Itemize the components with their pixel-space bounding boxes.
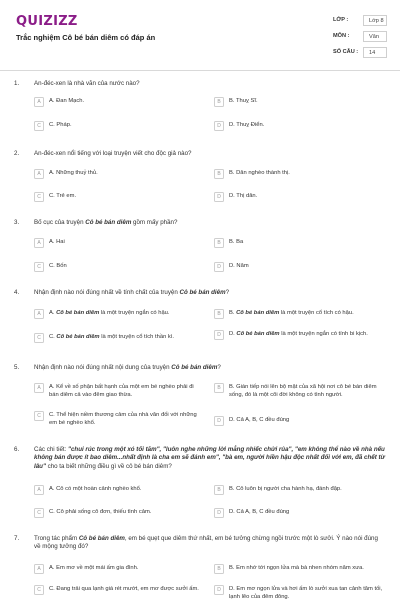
option-b[interactable]: [214, 97, 386, 107]
option-a[interactable]: [34, 383, 204, 399]
meta-value: 14: [363, 47, 387, 58]
option-text: A. Những thuỷ thủ.: [49, 170, 98, 176]
option-d[interactable]: [214, 416, 386, 426]
option-letter-box: A: [34, 383, 44, 393]
question-text-part: , em bé quẹt que diêm thứ nhất, em bé tưởng chừng ngồi trước một lò sưởi. Ý nào nói đúng về mộng tưởng đó?: [34, 535, 378, 551]
option-text: D. Thuỵ Điển.: [229, 122, 265, 128]
option-text: B. Thuỵ Sĩ.: [229, 98, 258, 104]
question-number: 3.: [14, 219, 20, 226]
question-text-emphasis: Cô bé bán diêm: [171, 364, 218, 371]
option-c[interactable]: [34, 508, 204, 518]
option-text: C. Bốn: [49, 263, 67, 269]
option-letter-box: B: [214, 309, 224, 319]
option-d[interactable]: [214, 508, 386, 518]
option-letter-box: C: [34, 411, 44, 421]
question-number: 6.: [14, 446, 20, 453]
option-text: A. Cô có một hoàn cảnh nghèo khổ.: [49, 486, 142, 492]
question-text: [34, 535, 386, 552]
question-text-part: Trong tác phẩm: [34, 535, 79, 542]
option-c[interactable]: [34, 192, 204, 202]
option-text: B. Em nhớ tới ngọn lửa mà bà nhen nhóm năm xưa.: [229, 565, 364, 571]
option-letter-box: C: [34, 585, 44, 595]
worksheet-meta: [333, 12, 387, 60]
option-text: B. Gián tiếp nói lên bộ mặt của xã hội nơi cô bé bán diêm sống, đó là một cõi đời không có tình người.: [229, 384, 377, 398]
option-letter-box: A: [34, 309, 44, 319]
option-a[interactable]: [34, 485, 204, 495]
option-rest: là một truyện ngắn có tính bi kịch.: [279, 331, 368, 337]
meta-row-count: [333, 44, 387, 60]
option-text: C. Pháp.: [49, 122, 72, 128]
option-emphasis: Cô bé bán diêm: [236, 310, 280, 316]
question-text: [34, 446, 386, 471]
option-d[interactable]: [214, 121, 386, 131]
option-c[interactable]: [34, 585, 204, 595]
option-text: D. Thị dân.: [229, 193, 258, 199]
option-d[interactable]: [214, 585, 386, 600]
question-text-part: Nhận định nào nói đúng nhất nội dung của truyện: [34, 364, 172, 371]
option-prefix: B.: [229, 310, 237, 316]
question-text-part: ?: [225, 289, 230, 296]
option-text: A. Kể về số phận bất hạnh của một em bé nghèo phải đi bán diêm cả vào đêm giao thừa.: [49, 384, 194, 398]
option-text: [229, 330, 368, 339]
question-number: 5.: [14, 364, 20, 371]
question-text: [34, 364, 386, 372]
option-letter-box: C: [34, 333, 44, 343]
option-c[interactable]: [34, 333, 204, 343]
option-b[interactable]: [214, 485, 386, 495]
option-letter-box: D: [214, 330, 224, 340]
option-text: B. Dân nghèo thành thị.: [229, 170, 290, 176]
option-emphasis: Cô bé bán diêm: [236, 331, 280, 337]
option-d[interactable]: [214, 262, 386, 272]
option-b[interactable]: [214, 383, 386, 399]
option-prefix: A.: [49, 310, 57, 316]
meta-label: SỐ CÂU :: [333, 49, 359, 55]
question-text-part: Nhận định nào nói đúng nhất về tính chất của truyện: [34, 289, 180, 296]
meta-row-class: [333, 12, 387, 28]
option-text: D. Em mơ ngọn lửa và hơi ấm lò sưởi xua tan cảnh tăm tối, lạnh lẽo của đêm đông.: [229, 586, 383, 600]
question-number: 4.: [14, 289, 20, 296]
option-text: C. Trẻ em.: [49, 193, 77, 199]
option-b[interactable]: [214, 238, 386, 248]
option-c[interactable]: [34, 121, 204, 131]
option-letter-box: A: [34, 564, 44, 574]
option-text: D. Năm: [229, 263, 249, 269]
option-text: [49, 309, 170, 318]
option-b[interactable]: [214, 564, 386, 574]
option-b[interactable]: [214, 169, 386, 179]
option-letter-box: C: [34, 121, 44, 131]
question-text-emphasis: Cô bé bán diêm: [85, 219, 132, 226]
option-letter-box: A: [34, 485, 44, 495]
option-letter-box: D: [214, 585, 224, 595]
question-text-emphasis: Cô bé bán diêm: [78, 535, 125, 542]
option-letter-box: A: [34, 97, 44, 107]
question-text-emphasis: Cô bé bán diêm: [179, 289, 226, 296]
option-letter-box: D: [214, 262, 224, 272]
option-text: [229, 309, 354, 318]
option-text: A. Hai: [49, 239, 65, 245]
option-text: C. Thể hiện niềm thương cảm của nhà văn đối với những em bé nghèo khổ.: [49, 412, 197, 426]
option-rest: là một truyện ngắn có hậu.: [99, 310, 170, 316]
header-divider: [0, 70, 400, 71]
question-number: 2.: [14, 150, 20, 157]
question-text-part: ?: [217, 364, 221, 371]
meta-label: LỚP :: [333, 17, 349, 23]
question-number: 1.: [14, 80, 20, 87]
question-text: An-đéc-xen nổi tiếng với loại truyện viết cho độc giả nào?: [34, 150, 192, 157]
question-number: 7.: [14, 535, 20, 542]
question-text: [34, 219, 386, 227]
option-text: B. Ba: [229, 239, 244, 245]
option-emphasis: Cô bé bán diêm: [56, 310, 100, 316]
option-d[interactable]: [214, 192, 386, 202]
option-letter-box: B: [214, 564, 224, 574]
option-letter-box: C: [34, 192, 44, 202]
option-letter-box: B: [214, 97, 224, 107]
question-text: [34, 289, 386, 297]
meta-row-subject: [333, 28, 387, 44]
option-a[interactable]: [34, 238, 204, 248]
meta-value: Văn: [363, 31, 387, 42]
option-b[interactable]: [214, 309, 386, 319]
option-c[interactable]: [34, 262, 204, 272]
option-letter-box: C: [34, 262, 44, 272]
option-letter-box: A: [34, 238, 44, 248]
option-a[interactable]: [34, 97, 204, 107]
option-text: [49, 333, 174, 342]
option-letter-box: A: [34, 169, 44, 179]
option-c[interactable]: [34, 411, 204, 427]
question-text-part: cho ta biết những điều gì về cô bé bán diêm?: [45, 462, 172, 470]
question-text-part: Bố cục của truyện: [34, 219, 86, 226]
option-d[interactable]: [214, 330, 386, 340]
option-emphasis: Cô bé bán diêm: [56, 334, 100, 340]
meta-label: MÔN :: [333, 33, 350, 39]
option-text: A. Em mơ về một mái ấm gia đình.: [49, 565, 139, 571]
option-letter-box: D: [214, 192, 224, 202]
option-a[interactable]: [34, 309, 204, 319]
option-text: D. Cả A, B, C đều đúng: [229, 509, 290, 515]
quizizz-logo: QUIZIZZ: [16, 14, 78, 29]
option-a[interactable]: [34, 169, 204, 179]
option-text: C. Đang trải qua lạnh giá rét mướt, em mơ được sưởi ấm.: [49, 586, 199, 592]
option-letter-box: D: [214, 416, 224, 426]
option-a[interactable]: [34, 564, 204, 574]
worksheet-header: [0, 0, 400, 70]
option-prefix: D.: [229, 331, 237, 337]
option-text: C. Cô phải sống cô đơn, thiếu tình cảm.: [49, 509, 152, 515]
option-letter-box: C: [34, 508, 44, 518]
question-text-emphasis: "chui rúc trong một xó tối tăm", "luôn nghe những lời mắng nhiếc chửi rủa", "em không thể nào về nhà nếu không bán được ít bao diêm...nhất định là cha em sẽ đánh em", "bà em, người hiền hậu độc nhất đối với em, đã chết từ lâu": [34, 446, 385, 470]
question-text-part: gồm mấy phần?: [131, 219, 178, 226]
question-text: An-đéc-xen là nhà văn của nước nào?: [34, 80, 140, 87]
option-prefix: C.: [49, 334, 57, 340]
option-rest: là một truyện cổ tích thần kì.: [99, 334, 175, 340]
option-text: B. Cô luôn bị người cha hành hạ, đánh đập.: [229, 486, 342, 492]
meta-value: Lớp 8: [363, 15, 387, 26]
option-letter-box: D: [214, 508, 224, 518]
option-letter-box: D: [214, 121, 224, 131]
option-letter-box: B: [214, 485, 224, 495]
option-text: D. Cả A, B, C đều đúng: [229, 417, 290, 423]
page-title: Trắc nghiệm Cô bé bán diêm có đáp án: [16, 33, 156, 42]
option-letter-box: B: [214, 238, 224, 248]
option-letter-box: B: [214, 169, 224, 179]
option-letter-box: B: [214, 383, 224, 393]
option-rest: là một truyện cổ tích có hậu.: [279, 310, 354, 316]
question-text-part: Các chi tiết:: [34, 446, 69, 453]
option-text: A. Đan Mạch.: [49, 98, 85, 104]
